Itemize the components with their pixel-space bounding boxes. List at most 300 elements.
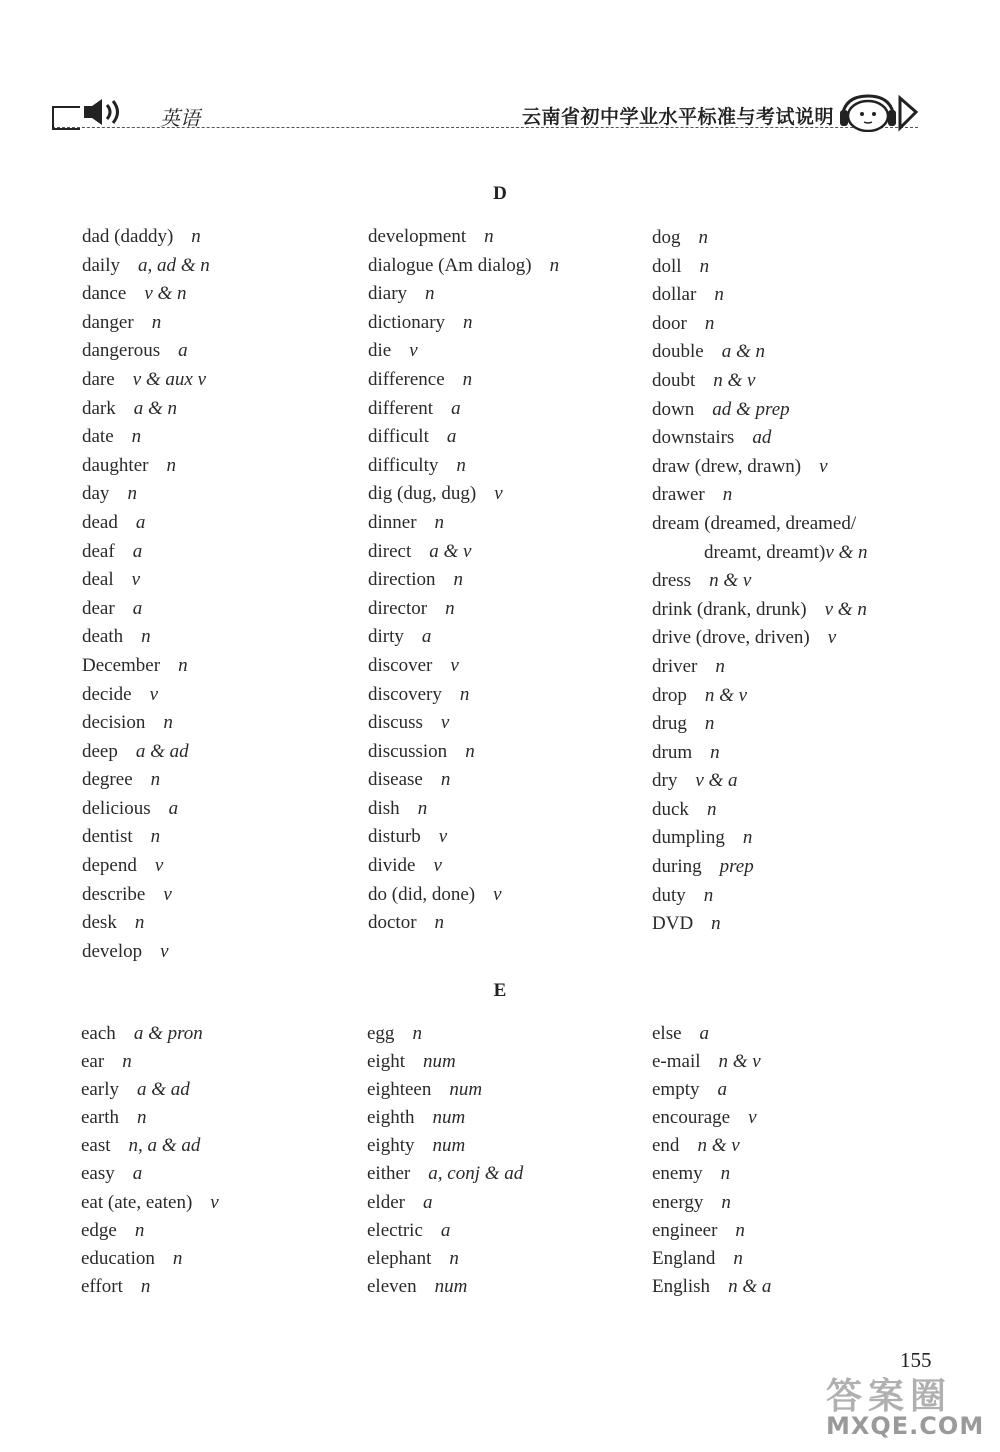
vocab-entry	[652, 510, 868, 539]
vocab-entry	[82, 909, 210, 938]
vocab-word: drawer	[652, 484, 705, 506]
vocab-entry	[652, 596, 868, 625]
part-of-speech: n	[711, 913, 721, 935]
part-of-speech: n	[704, 312, 715, 334]
vocab-word: death	[82, 626, 124, 648]
part-of-speech: n & v	[697, 1135, 740, 1157]
part-of-speech: num	[423, 1051, 456, 1073]
vocab-word: difficulty	[368, 454, 439, 476]
part-of-speech: n	[715, 655, 725, 677]
vocab-entry	[82, 681, 210, 710]
part-of-speech: num	[434, 1275, 468, 1297]
vocab-entry	[652, 1104, 771, 1132]
vocab-word: each	[81, 1023, 116, 1044]
vocab-word: dry	[652, 770, 678, 792]
word-column-e-3	[652, 1020, 771, 1301]
vocab-word: date	[82, 426, 114, 448]
vocab-entry	[652, 624, 868, 653]
vocab-entry	[652, 539, 868, 568]
vocab-word: encourage	[652, 1107, 731, 1129]
vocab-entry	[82, 280, 210, 309]
vocab-word: dialogue (Am dialog)	[368, 254, 532, 276]
section-letter-e: E	[493, 980, 507, 1001]
vocab-word: dentist	[82, 826, 133, 848]
part-of-speech: v	[827, 627, 837, 649]
vocab-entry	[652, 796, 868, 825]
vocab-entry	[368, 337, 559, 366]
vocab-entry	[368, 509, 559, 538]
part-of-speech: n	[434, 511, 445, 533]
vocab-entry	[367, 1245, 523, 1273]
vocab-entry	[367, 1048, 523, 1076]
part-of-speech: v	[131, 569, 141, 591]
part-of-speech: a & n	[133, 397, 178, 419]
part-of-speech: n	[698, 227, 708, 248]
vocab-word: different	[368, 397, 434, 419]
vocab-word: decide	[82, 683, 132, 705]
vocab-entry	[82, 738, 210, 767]
part-of-speech: v & aux v	[132, 368, 207, 390]
part-of-speech: prep	[719, 856, 754, 878]
vocab-entry	[652, 853, 868, 882]
vocab-word: dig (dug, dug)	[368, 483, 477, 505]
part-of-speech: num	[449, 1079, 483, 1101]
vocab-entry	[368, 223, 559, 252]
part-of-speech: ad & prep	[712, 398, 790, 420]
vocab-entry	[652, 253, 868, 282]
vocab-word: describe	[82, 883, 146, 905]
part-of-speech: n, a & ad	[128, 1135, 201, 1157]
part-of-speech: a	[135, 511, 146, 533]
vocab-entry	[368, 452, 559, 481]
subject-label: 英语	[160, 106, 200, 130]
vocab-entry	[652, 882, 868, 911]
vocab-entry	[82, 595, 210, 624]
vocab-word: England	[652, 1247, 716, 1269]
vocab-entry	[652, 1132, 771, 1160]
vocab-word: dish	[368, 797, 400, 819]
vocab-word: dreamt, dreamt)	[704, 541, 826, 563]
vocab-entry	[652, 281, 868, 310]
vocab-word: dead	[82, 511, 118, 533]
vocab-word: discussion	[368, 740, 448, 762]
vocab-entry	[652, 824, 868, 853]
part-of-speech: n	[150, 826, 161, 848]
vocab-word: drum	[652, 741, 693, 763]
vocab-entry	[367, 1160, 523, 1188]
part-of-speech: num	[432, 1107, 466, 1129]
vocab-word: doll	[652, 255, 682, 277]
part-of-speech: a	[178, 340, 188, 362]
vocab-word: dream (dreamed, dreamed/	[652, 512, 857, 534]
book-title: 云南省初中学业水平标准与考试说明	[521, 106, 834, 128]
part-of-speech: v & n	[144, 283, 187, 305]
vocab-entry	[367, 1076, 523, 1104]
vocab-word: DVD	[652, 913, 694, 935]
part-of-speech: n & v	[718, 1051, 761, 1073]
word-column-e-2	[367, 1020, 523, 1301]
vocab-word: double	[652, 341, 704, 363]
vocab-entry	[367, 1273, 523, 1301]
vocab-entry	[652, 1273, 771, 1301]
vocab-entry	[652, 910, 868, 939]
part-of-speech: a & pron	[133, 1023, 203, 1044]
vocab-entry	[368, 366, 559, 395]
vocab-entry	[652, 1217, 771, 1245]
part-of-speech: v	[819, 455, 828, 477]
vocab-entry	[368, 623, 559, 652]
part-of-speech: n	[412, 1023, 422, 1044]
vocab-word: divide	[368, 855, 416, 877]
vocab-word: eat (ate, eaten)	[81, 1191, 193, 1213]
vocab-word: danger	[82, 311, 134, 333]
part-of-speech: a	[132, 597, 143, 619]
vocab-word: develop	[82, 940, 143, 962]
vocab-entry	[652, 653, 868, 682]
part-of-speech: v & a	[695, 770, 738, 792]
vocab-word: egg	[367, 1023, 395, 1044]
part-of-speech: n	[549, 254, 560, 276]
vocab-entry	[368, 423, 559, 452]
vocab-entry	[652, 1076, 771, 1104]
vocab-entry	[652, 739, 868, 768]
vocab-word: earth	[81, 1107, 119, 1129]
vocab-word: doubt	[652, 369, 696, 391]
vocab-entry	[367, 1189, 523, 1217]
vocab-entry	[368, 795, 559, 824]
vocab-word: dark	[82, 397, 116, 419]
vocab-word: degree	[82, 769, 133, 791]
vocab-word: delicious	[82, 797, 151, 819]
vocab-entry	[652, 1160, 771, 1188]
part-of-speech: n & v	[709, 570, 752, 592]
part-of-speech: n	[163, 712, 173, 734]
vocab-entry	[81, 1189, 219, 1217]
vocab-entry	[368, 395, 559, 424]
vocab-entry	[82, 766, 210, 795]
vocab-word: either	[367, 1163, 411, 1185]
vocab-word: direct	[368, 540, 412, 562]
vocab-entry	[652, 367, 868, 396]
vocab-entry	[368, 566, 559, 595]
vocab-word: doctor	[368, 912, 417, 934]
vocab-word: discuss	[368, 712, 423, 734]
part-of-speech: n	[445, 597, 455, 619]
part-of-speech: v	[440, 712, 450, 734]
vocab-word: edge	[81, 1219, 117, 1241]
vocab-entry	[82, 452, 210, 481]
vocab-entry	[368, 823, 559, 852]
vocab-word: drop	[652, 684, 687, 706]
vocab-word: down	[652, 398, 695, 420]
vocab-entry	[82, 852, 210, 881]
vocab-word: else	[652, 1023, 682, 1044]
part-of-speech: n & v	[713, 369, 756, 391]
part-of-speech: n	[166, 454, 176, 476]
part-of-speech: v	[438, 826, 448, 848]
vocab-entry	[81, 1217, 219, 1245]
vocab-word: dear	[82, 597, 115, 619]
vocab-entry	[368, 852, 559, 881]
vocab-word: electric	[367, 1219, 423, 1241]
part-of-speech: n	[710, 741, 720, 763]
part-of-speech: n	[151, 311, 162, 333]
part-of-speech: n	[463, 311, 473, 333]
vocab-word: ear	[81, 1051, 105, 1073]
part-of-speech: a	[451, 397, 461, 419]
vocab-entry	[368, 881, 559, 910]
vocab-word: director	[368, 597, 428, 619]
vocab-entry	[652, 481, 868, 510]
part-of-speech: n	[134, 912, 145, 934]
part-of-speech: a	[132, 1163, 143, 1185]
vocab-word: dare	[82, 368, 115, 390]
part-of-speech: a & ad	[135, 740, 189, 762]
vocab-entry	[82, 366, 210, 395]
part-of-speech: n & v	[704, 684, 748, 706]
vocab-word: discovery	[368, 683, 442, 705]
part-of-speech: v	[160, 940, 169, 962]
vocab-word: difficult	[368, 426, 429, 448]
vocab-entry	[82, 823, 210, 852]
vocab-entry	[367, 1020, 523, 1048]
vocab-word: day	[82, 483, 110, 505]
vocab-word: energy	[652, 1191, 704, 1213]
page-number: 155	[900, 1348, 932, 1372]
part-of-speech: n	[178, 654, 188, 676]
header-bracket	[52, 106, 80, 130]
vocab-word: development	[368, 226, 467, 247]
vocab-entry	[82, 623, 210, 652]
part-of-speech: n	[140, 1275, 151, 1297]
part-of-speech: v & n	[824, 598, 867, 620]
vocab-word: duck	[652, 798, 689, 820]
part-of-speech: a & v	[429, 540, 472, 562]
vocab-word: eighth	[367, 1107, 415, 1129]
vocab-entry	[82, 337, 210, 366]
vocab-word: discover	[368, 654, 433, 676]
part-of-speech: n	[720, 1163, 731, 1185]
vocab-entry	[82, 223, 210, 252]
vocab-word: door	[652, 312, 687, 334]
vocab-word: duty	[652, 884, 686, 906]
part-of-speech: n	[434, 912, 445, 934]
vocab-entry	[82, 309, 210, 338]
vocab-word: daughter	[82, 454, 149, 476]
vocab-word: dad (daddy)	[82, 226, 174, 247]
vocab-entry	[368, 538, 559, 567]
vocab-word: draw (drew, drawn)	[652, 455, 802, 477]
vocab-entry	[81, 1245, 219, 1273]
vocab-entry	[82, 538, 210, 567]
vocab-entry	[82, 423, 210, 452]
speaker-icon	[80, 96, 128, 128]
vocab-entry	[368, 709, 559, 738]
vocab-word: dress	[652, 570, 692, 592]
vocab-word: dictionary	[368, 311, 446, 333]
part-of-speech: v	[149, 683, 159, 705]
part-of-speech: n	[417, 797, 428, 819]
vocab-entry	[82, 252, 210, 281]
vocab-word: dinner	[368, 511, 417, 533]
vocab-word: empty	[652, 1079, 700, 1101]
vocab-word: drug	[652, 713, 687, 735]
vocab-entry	[368, 681, 559, 710]
vocab-word: engineer	[652, 1219, 718, 1241]
vocab-entry	[652, 310, 868, 339]
vocab-word: elephant	[367, 1247, 432, 1269]
vocab-word: drive (drove, driven)	[652, 627, 810, 649]
vocab-entry	[367, 1104, 523, 1132]
word-column-d-3	[652, 224, 868, 939]
vocab-entry	[81, 1076, 219, 1104]
part-of-speech: a	[168, 797, 179, 819]
part-of-speech: a	[440, 1219, 451, 1241]
vocab-word: do (did, done)	[368, 883, 476, 905]
part-of-speech: n	[742, 827, 753, 849]
part-of-speech: n	[141, 626, 151, 648]
vocab-word: eleven	[367, 1275, 417, 1297]
vocab-word: die	[368, 340, 392, 362]
vocab-entry	[368, 766, 559, 795]
vocab-entry	[652, 453, 868, 482]
part-of-speech: n	[136, 1107, 147, 1129]
vocab-word: e-mail	[652, 1051, 701, 1073]
vocab-entry	[82, 881, 210, 910]
part-of-speech: n	[127, 483, 137, 505]
part-of-speech: a & ad	[136, 1079, 190, 1101]
part-of-speech: v	[433, 855, 442, 877]
part-of-speech: a	[132, 540, 143, 562]
part-of-speech: n	[172, 1247, 183, 1269]
part-of-speech: n	[191, 226, 201, 247]
vocab-entry	[81, 1104, 219, 1132]
headphone-face-icon	[834, 92, 918, 132]
part-of-speech: n	[706, 798, 717, 820]
vocab-entry	[368, 738, 559, 767]
vocab-word: elder	[367, 1191, 405, 1213]
part-of-speech: a	[421, 626, 432, 648]
vocab-word: depend	[82, 855, 137, 877]
vocab-entry	[82, 795, 210, 824]
vocab-word: disturb	[368, 826, 421, 848]
vocab-word: decision	[82, 712, 146, 734]
vocab-word: eighty	[367, 1135, 415, 1157]
part-of-speech: a, ad & n	[138, 254, 210, 276]
part-of-speech: v	[163, 883, 172, 905]
vocab-word: dollar	[652, 284, 697, 306]
part-of-speech: n	[456, 454, 466, 476]
part-of-speech: v & n	[825, 541, 868, 563]
vocab-word: early	[81, 1079, 119, 1101]
vocab-word: direction	[368, 569, 436, 591]
part-of-speech: v	[154, 855, 164, 877]
part-of-speech: n	[425, 283, 435, 305]
part-of-speech: v	[450, 654, 459, 676]
part-of-speech: n	[484, 226, 494, 247]
part-of-speech: a	[699, 1023, 710, 1044]
part-of-speech: n	[733, 1247, 743, 1269]
part-of-speech: n	[150, 769, 161, 791]
vocab-word: easy	[81, 1163, 115, 1185]
vocab-word: education	[81, 1247, 155, 1269]
vocab-entry	[82, 509, 210, 538]
vocab-entry	[368, 309, 559, 338]
vocab-word: drink (drank, drunk)	[652, 598, 807, 620]
part-of-speech: n	[134, 1219, 145, 1241]
part-of-speech: n	[462, 368, 473, 390]
vocab-entry	[82, 566, 210, 595]
vocab-entry	[82, 709, 210, 738]
vocab-word: effort	[81, 1275, 123, 1297]
section-letter-d: D	[493, 183, 507, 204]
vocab-entry	[82, 938, 210, 967]
page-header	[52, 92, 918, 134]
part-of-speech: n	[459, 683, 470, 705]
vocab-entry	[652, 1020, 771, 1048]
part-of-speech: n	[714, 284, 724, 306]
vocab-word: difference	[368, 368, 445, 390]
vocab-entry	[652, 424, 868, 453]
vocab-word: deal	[82, 569, 114, 591]
vocab-word: during	[652, 856, 702, 878]
part-of-speech: n	[704, 713, 715, 735]
vocab-word: deaf	[82, 540, 115, 562]
part-of-speech: n	[721, 1191, 731, 1213]
vocab-entry	[652, 396, 868, 425]
part-of-speech: v	[748, 1107, 757, 1129]
part-of-speech: v	[494, 483, 503, 505]
vocab-word: diary	[368, 283, 408, 305]
vocab-word: dumpling	[652, 827, 725, 849]
vocab-entry	[82, 480, 210, 509]
vocab-word: driver	[652, 655, 698, 677]
vocab-entry	[652, 224, 868, 253]
vocab-entry	[82, 652, 210, 681]
part-of-speech: n	[722, 484, 733, 506]
part-of-speech: n	[131, 426, 142, 448]
part-of-speech: n	[453, 569, 464, 591]
part-of-speech: a, conj & ad	[428, 1163, 524, 1185]
vocab-entry	[368, 252, 559, 281]
part-of-speech: a	[717, 1079, 727, 1101]
vocab-entry	[81, 1020, 219, 1048]
part-of-speech: n	[440, 769, 451, 791]
vocab-entry	[652, 682, 868, 711]
vocab-entry	[368, 909, 559, 938]
vocab-entry	[81, 1048, 219, 1076]
vocab-word: dance	[82, 283, 127, 305]
vocab-entry	[652, 338, 868, 367]
vocab-entry	[652, 1189, 771, 1217]
vocab-word: dirty	[368, 626, 404, 648]
vocab-entry	[367, 1132, 523, 1160]
vocab-word: east	[81, 1135, 111, 1157]
word-column-d-1	[82, 223, 210, 966]
vocab-entry	[81, 1160, 219, 1188]
vocab-word: dog	[652, 227, 681, 248]
vocab-entry	[367, 1217, 523, 1245]
watermark-url: MXQE.COM	[826, 1412, 985, 1440]
part-of-speech: n	[449, 1247, 459, 1269]
vocab-entry	[368, 652, 559, 681]
part-of-speech: num	[432, 1135, 466, 1157]
vocab-word: end	[652, 1135, 680, 1157]
vocab-word: downstairs	[652, 427, 735, 449]
vocab-word: desk	[82, 912, 117, 934]
part-of-speech: n	[465, 740, 475, 762]
vocab-entry	[652, 1048, 771, 1076]
